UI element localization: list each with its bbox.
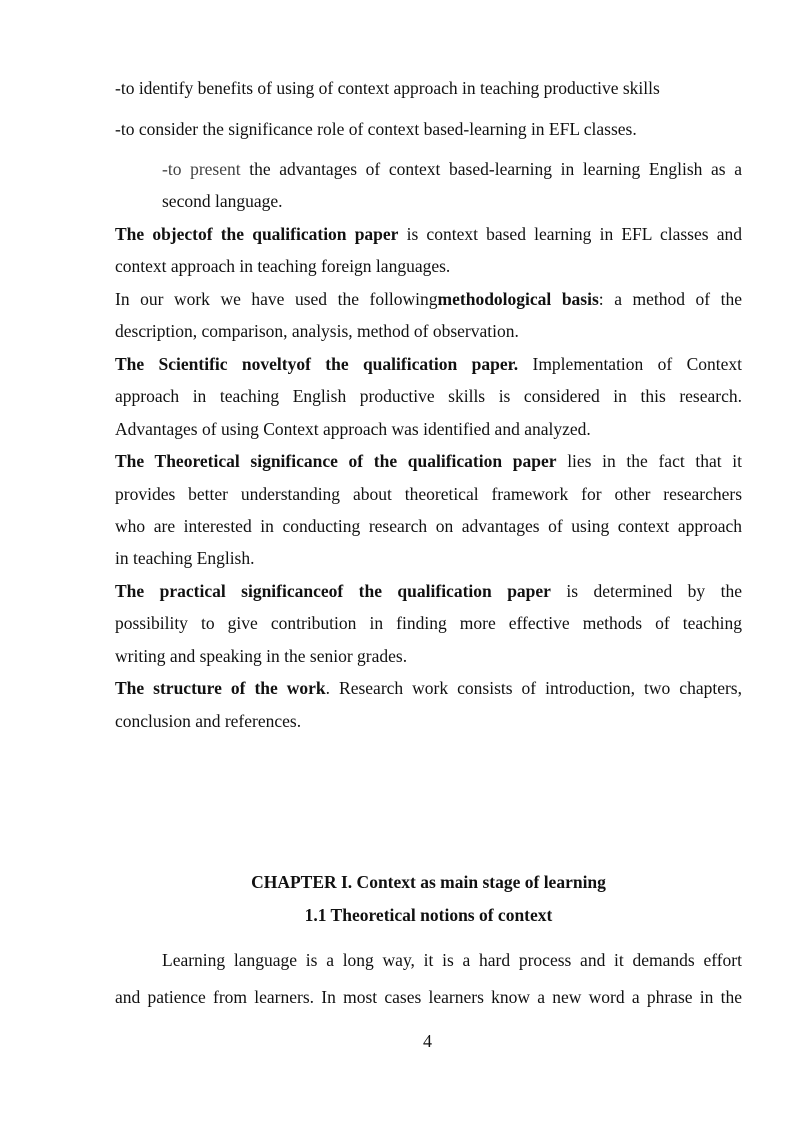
practical-line-3: writing and speaking in the senior grades. (115, 646, 408, 666)
present-item-line-2: second language. (162, 191, 283, 211)
chapter-title (115, 871, 742, 893)
practical-label: The practical significanceof the qualification paper (115, 581, 551, 601)
object-line-1 (115, 223, 742, 245)
structure-line-1 (115, 677, 742, 699)
theoretical-line-1 (115, 450, 742, 472)
chapter-title-text: CHAPTER I. Context as main stage of learning (251, 872, 606, 892)
theoretical-line-4: in teaching English. (115, 548, 255, 568)
objective-line-1: -to identify benefits of using of context approach in teaching productive skills (115, 78, 660, 98)
theoretical-line-3: who are interested in conducting research on advantages of using context approach (115, 516, 742, 536)
page-number: 4 (423, 1031, 432, 1051)
object-line-2: context approach in teaching foreign languages. (115, 256, 451, 276)
intro-line-2: and patience from learners. In most cases learners know a new word a phrase in the (115, 987, 742, 1007)
structure-label: The structure of the work (115, 678, 326, 698)
method-line-2: description, comparison, analysis, method of observation. (115, 321, 519, 341)
novelty-line-1 (115, 353, 742, 375)
theoretical-line-2: provides better understanding about theoretical framework for other researchers (115, 484, 742, 504)
novelty-line-3: Advantages of using Context approach was identified and analyzed. (115, 419, 591, 439)
present-item-line-1 (162, 158, 742, 180)
novelty-line-1-text: Implementation of Context (518, 354, 742, 374)
practical-line-1 (115, 580, 742, 602)
practical-line-2: possibility to give contribution in finding more effective methods of teaching (115, 613, 742, 633)
intro-line-1: Learning language is a long way, it is a hard process and it demands effort (162, 950, 742, 970)
theoretical-label: The Theoretical significance of the qualification paper (115, 451, 557, 471)
novelty-label: The Scientific noveltyof the qualification paper. (115, 354, 519, 374)
method-line-1-start: In our work we have used the following (115, 289, 438, 309)
theoretical-line-1-text: lies in the fact that it (556, 451, 742, 471)
section-title (115, 904, 742, 926)
objective-line-2: -to consider the significance role of context based-learning in EFL classes. (115, 119, 637, 139)
present-prefix: -to present (162, 159, 241, 179)
present-line-1-text: the advantages of context based-learning in learning English as a (240, 159, 743, 179)
structure-line-1-text: . Research work consists of introduction, two chapters, (325, 678, 742, 698)
method-line-1 (115, 288, 742, 310)
novelty-line-2: approach in teaching English productive skills is considered in this research. (115, 386, 742, 406)
method-label: methodological basis (437, 289, 599, 309)
object-label: The objectof the qualification paper (115, 224, 399, 244)
practical-line-1-text: is determined by the (550, 581, 742, 601)
structure-line-2: conclusion and references. (115, 711, 302, 731)
section-title-text: 1.1 Theoretical notions of context (304, 905, 553, 925)
method-line-1-rest: : a method of the (598, 289, 742, 309)
object-line-1-text: is context based learning in EFL classes and (398, 224, 742, 244)
